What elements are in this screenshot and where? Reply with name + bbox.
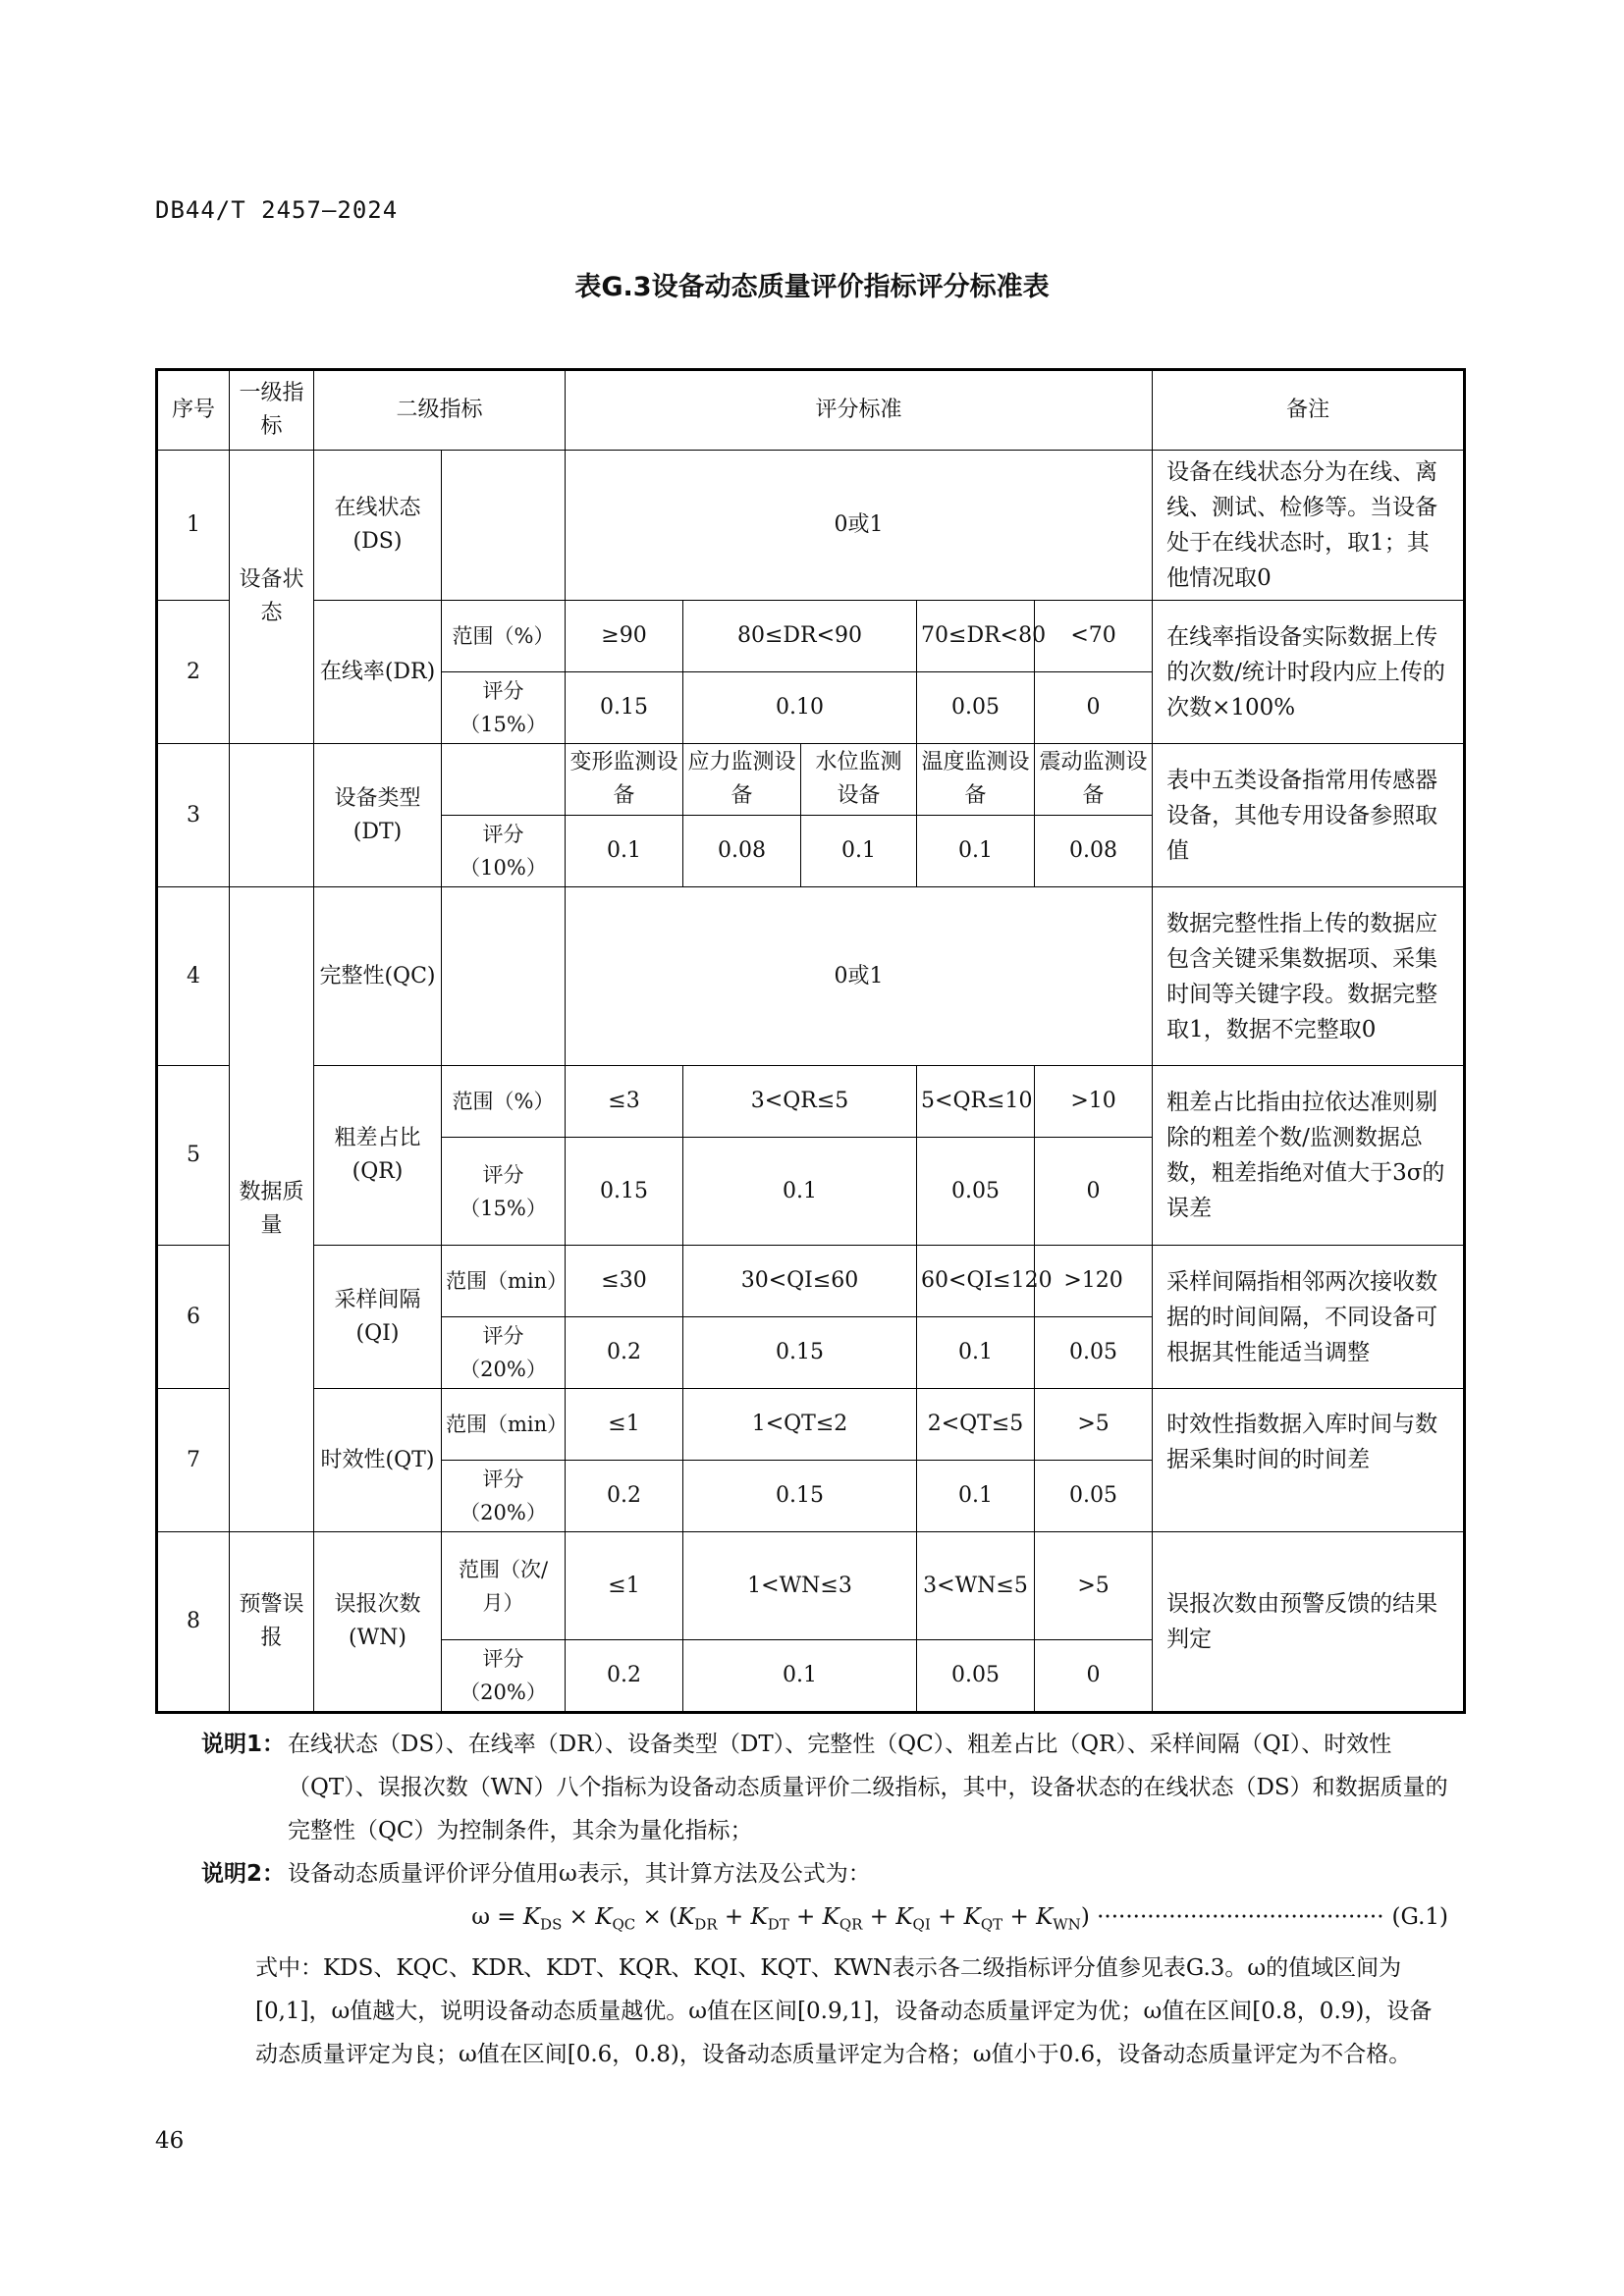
score-value: 0 xyxy=(1035,1640,1153,1713)
range-value: 1<QT≤2 xyxy=(683,1389,917,1461)
score-value: 0.08 xyxy=(683,816,801,887)
score-value: 0.1 xyxy=(917,816,1035,887)
level1-device-status: 设备状态 xyxy=(230,451,314,744)
table-row xyxy=(157,744,1465,816)
device-type: 水位监测设备 xyxy=(801,744,917,816)
header-level2: 二级指标 xyxy=(314,370,566,451)
notes-section xyxy=(201,1723,1448,2076)
range-label: 范围（次/月） xyxy=(442,1532,566,1640)
range-value: 70≤DR<80 xyxy=(917,601,1035,672)
range-value: >10 xyxy=(1035,1066,1153,1138)
remark-cell: 在线率指设备实际数据上传的次数/统计时段内应上传的次数×100% xyxy=(1153,601,1465,744)
indicator-name: 在线状态(DS) xyxy=(314,451,442,601)
score-label: 评分（15%） xyxy=(442,1138,566,1246)
range-value: ≤1 xyxy=(566,1389,683,1461)
range-label: 范围（min） xyxy=(442,1246,566,1317)
criteria-value: 0或1 xyxy=(566,451,1153,601)
table-row xyxy=(157,451,1465,601)
row-seq: 2 xyxy=(157,601,230,744)
indicator-name: 设备类型(DT) xyxy=(314,744,442,887)
remark-cell: 时效性指数据入库时间与数据采集时间的时间差 xyxy=(1153,1389,1465,1532)
score-value: 0.1 xyxy=(683,1640,917,1713)
score-value: 0.1 xyxy=(917,1461,1035,1532)
score-value: 0.1 xyxy=(917,1317,1035,1389)
indicator-name: 采样间隔(QI) xyxy=(314,1246,442,1389)
device-type: 温度监测设备 xyxy=(917,744,1035,816)
table-row xyxy=(157,1389,1465,1461)
score-value: 0.2 xyxy=(566,1461,683,1532)
range-value: ≤30 xyxy=(566,1246,683,1317)
table-row xyxy=(157,1066,1465,1138)
score-label: 评分（20%） xyxy=(442,1461,566,1532)
score-value: 0.08 xyxy=(1035,816,1153,887)
range-label: 范围（%） xyxy=(442,1066,566,1138)
indicator-name: 完整性(QC) xyxy=(314,887,442,1066)
remark-cell: 数据完整性指上传的数据应包含关键采集数据项、采集时间等关键字段。数据完整取1，数据不完整取0 xyxy=(1153,887,1465,1066)
header-criteria: 评分标准 xyxy=(566,370,1153,451)
range-label: 范围（%） xyxy=(442,601,566,672)
score-value: 0.15 xyxy=(683,1317,917,1389)
range-value: 1<WN≤3 xyxy=(683,1532,917,1640)
device-type: 应力监测设备 xyxy=(683,744,801,816)
score-value: 0.05 xyxy=(1035,1461,1153,1532)
range-value: 3<WN≤5 xyxy=(917,1532,1035,1640)
score-value: 0.05 xyxy=(917,672,1035,744)
table-row xyxy=(157,1246,1465,1317)
row-seq: 1 xyxy=(157,451,230,601)
formula-g1: $\omega = K_{DS} \times K_{QC} \times (K_{DR} + K_{DT} + K_{QR} + K_{QI} + K_{QT} + K_{WN})$ ········································ (G.1) xyxy=(471,1904,1448,1934)
score-value: 0.15 xyxy=(566,672,683,744)
remark-cell: 表中五类设备指常用传感器设备，其他专用设备参照取值 xyxy=(1153,744,1465,887)
header-level1: 一级指标 xyxy=(230,370,314,451)
row-seq: 4 xyxy=(157,887,230,1066)
empty-cell xyxy=(442,744,566,816)
score-value: 0.2 xyxy=(566,1317,683,1389)
range-value: <70 xyxy=(1035,601,1153,672)
remark-cell: 误报次数由预警反馈的结果判定 xyxy=(1153,1532,1465,1713)
score-label: 评分（20%） xyxy=(442,1317,566,1389)
range-value: >5 xyxy=(1035,1389,1153,1461)
range-value: 30<QI≤60 xyxy=(683,1246,917,1317)
row-seq: 8 xyxy=(157,1532,230,1713)
range-value: 80≤DR<90 xyxy=(683,601,917,672)
row-seq: 5 xyxy=(157,1066,230,1246)
range-value: 60<QI≤120 xyxy=(917,1246,1035,1317)
score-value: 0 xyxy=(1035,1138,1153,1246)
indicator-name: 在线率(DR) xyxy=(314,601,442,744)
score-value: 0.10 xyxy=(683,672,917,744)
note-1-text: 在线状态（DS）、在线率（DR）、设备类型（DT）、完整性（QC）、粗差占比（QR）、采样间隔（QI）、时效性（QT）、误报次数（WN）八个指标为设备动态质量评价二级指标，其中，设备状态的在线状态（DS）和数据质量的完整性（QC）为控制条件，其余为量化指标； xyxy=(288,1732,1448,1843)
table-row xyxy=(157,887,1465,1066)
remark-cell: 采样间隔指相邻两次接收数据的时间间隔，不同设备可根据其性能适当调整 xyxy=(1153,1246,1465,1389)
range-value: ≤1 xyxy=(566,1532,683,1640)
remark-cell: 粗差占比指由拉依达准则剔除的粗差个数/监测数据总数，粗差指绝对值大于3σ的误差 xyxy=(1153,1066,1465,1246)
range-value: 3<QR≤5 xyxy=(683,1066,917,1138)
score-value: 0.1 xyxy=(801,816,917,887)
score-value: 0.15 xyxy=(566,1138,683,1246)
row-seq: 3 xyxy=(157,744,230,887)
row-seq: 6 xyxy=(157,1246,230,1389)
range-value: 5<QR≤10 xyxy=(917,1066,1035,1138)
formula-number: (G.1) xyxy=(1391,1904,1448,1930)
score-label: 评分（10%） xyxy=(442,816,566,887)
score-value: 0.05 xyxy=(917,1138,1035,1246)
formula-explanation: 式中：KDS、KQC、KDR、KDT、KQR、KQI、KQT、KWN表示各二级指标评分值参见表G.3。ω的值域区间为[0,1]，ω值越大，说明设备动态质量越优。ω值在区间[0.9,1]，设备动态质量评定为优；ω值在区间[0.8，0.9)，设备动态质量评定为良；ω值在区间[0.6，0.8)，设备动态质量评定为合格；ω值小于0.6，设备动态质量评定为不合格。 xyxy=(255,1954,1433,2067)
note-2 xyxy=(201,1852,1448,1896)
note-1-label: 说明1： xyxy=(201,1732,286,1757)
device-type: 震动监测设备 xyxy=(1035,744,1153,816)
range-value: ≥90 xyxy=(566,601,683,672)
score-value: 0.1 xyxy=(683,1138,917,1246)
level1-data-quality: 数据质量 xyxy=(230,887,314,1532)
table-row xyxy=(157,1532,1465,1640)
indicator-name: 误报次数(WN) xyxy=(314,1532,442,1713)
range-value: >120 xyxy=(1035,1246,1153,1317)
score-value: 0.05 xyxy=(917,1640,1035,1713)
document-code: DB44/T 2457—2024 xyxy=(155,196,399,224)
table-header-row xyxy=(157,370,1465,451)
range-label: 范围（min） xyxy=(442,1389,566,1461)
score-value: 0.05 xyxy=(1035,1317,1153,1389)
range-value: >5 xyxy=(1035,1532,1153,1640)
remark-cell: 设备在线状态分为在线、离线、测试、检修等。当设备处于在线状态时，取1；其他情况取0 xyxy=(1153,451,1465,601)
note-2-text: 设备动态质量评价评分值用ω表示，其计算方法及公式为： xyxy=(288,1861,871,1887)
row-seq: 7 xyxy=(157,1389,230,1532)
header-seq: 序号 xyxy=(157,370,230,451)
scoring-table xyxy=(155,368,1466,1714)
range-value: 2<QT≤5 xyxy=(917,1389,1035,1461)
device-type: 变形监测设备 xyxy=(566,744,683,816)
indicator-name: 时效性(QT) xyxy=(314,1389,442,1532)
criteria-value: 0或1 xyxy=(566,887,1153,1066)
level1-continued xyxy=(230,744,314,887)
indicator-name: 粗差占比(QR) xyxy=(314,1066,442,1246)
score-value: 0 xyxy=(1035,672,1153,744)
level1-warning: 预警误报 xyxy=(230,1532,314,1713)
table-title: 表G.3设备动态质量评价指标评分标准表 xyxy=(574,272,1050,302)
header-remark: 备注 xyxy=(1153,370,1465,451)
score-label: 评分（15%） xyxy=(442,672,566,744)
empty-cell xyxy=(442,887,566,1066)
score-label: 评分（20%） xyxy=(442,1640,566,1713)
score-value: 0.2 xyxy=(566,1640,683,1713)
table-row xyxy=(157,601,1465,672)
score-value: 0.15 xyxy=(683,1461,917,1532)
score-value: 0.1 xyxy=(566,816,683,887)
page-number: 46 xyxy=(155,2128,185,2154)
note-2-label: 说明2： xyxy=(201,1861,286,1887)
note-1 xyxy=(201,1723,1448,1852)
range-value: ≤3 xyxy=(566,1066,683,1138)
empty-cell xyxy=(442,451,566,601)
